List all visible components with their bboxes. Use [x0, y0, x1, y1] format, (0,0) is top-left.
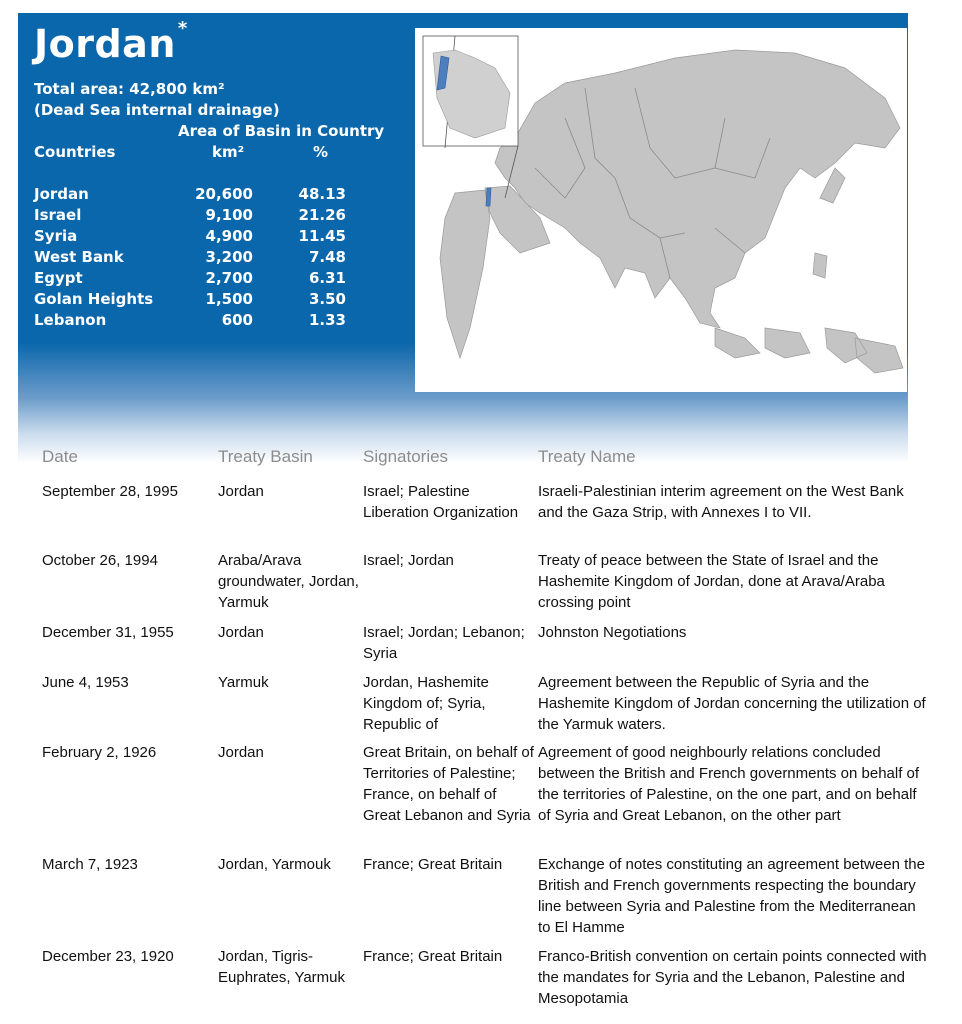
- treaty-basin: Yarmuk: [218, 674, 269, 691]
- treaty-date: March 7, 1923: [42, 856, 138, 873]
- stat-row: [0, 248, 400, 269]
- header-signatories: Signatories: [363, 447, 449, 466]
- treaty-name: Johnston Negotiations: [538, 624, 687, 641]
- stat-row: [0, 290, 400, 311]
- treaty-date: June 4, 1953: [42, 674, 129, 691]
- treaty-date: December 31, 1955: [42, 624, 174, 641]
- header-basin: Treaty Basin: [218, 447, 313, 466]
- stat-pct: 48.13: [298, 185, 346, 203]
- stat-km2: 2,700: [205, 269, 253, 287]
- stat-km2: 600: [221, 311, 253, 329]
- treaty-basin: Jordan: [218, 744, 264, 761]
- treaty-date: September 28, 1995: [42, 483, 178, 500]
- treaty-name: Israeli-Palestinian interim agreement on the West Bank and the Gaza Strip, with Annexes I to VII.: [538, 483, 904, 521]
- stat-km2: 20,600: [195, 185, 253, 203]
- treaty-signatories: France; Great Britain: [363, 856, 503, 873]
- header-treaty-name: Treaty Name: [538, 447, 636, 466]
- total-area: Total area: 42,800 km²: [34, 80, 225, 98]
- treaty-signatories: France; Great Britain: [363, 948, 503, 965]
- stat-km2: 4,900: [205, 227, 253, 245]
- jordan-basin-marker: [486, 188, 491, 206]
- stat-row: [0, 269, 400, 290]
- arabia-africa: [440, 186, 550, 358]
- asia-map-graphic: [415, 28, 907, 392]
- stat-km2: 1,500: [205, 290, 253, 308]
- stat-country: Egypt: [34, 269, 83, 287]
- stat-pct: 11.45: [298, 227, 346, 245]
- stat-pct: 1.33: [308, 311, 346, 329]
- treaty-basin: Jordan: [218, 483, 264, 500]
- treaty-signatories: Israel; Jordan: [363, 552, 454, 569]
- stat-country: Lebanon: [34, 311, 107, 329]
- page-title: Jordan *: [34, 18, 188, 66]
- stat-pct: 21.26: [298, 206, 346, 224]
- locator-map: [415, 28, 907, 392]
- treaty-table-header: [0, 447, 962, 471]
- col-countries: Countries: [34, 143, 116, 161]
- stat-country: Jordan: [34, 185, 89, 203]
- treaty-basin: Jordan: [218, 624, 264, 641]
- col-percent: %: [313, 143, 329, 161]
- treaty-date: December 23, 1920: [42, 948, 174, 965]
- treaty-signatories: Israel; Palestine Liberation Organization: [363, 483, 519, 521]
- stat-pct: 7.48: [308, 248, 346, 266]
- footnote-mark: *: [177, 18, 188, 39]
- treaty-name: Agreement between the Republic of Syria and the Hashemite Kingdom of Jordan concerning the utilization of the Yarmuk waters.: [538, 674, 926, 733]
- treaty-name: Exchange of notes constituting an agreement between the British and French governments respecting the boundary line between Syria and Palestine from the Mediterranean to El Hamme: [538, 856, 925, 936]
- treaty-basin: Araba/Arava groundwater, Jordan, Yarmuk: [218, 552, 359, 611]
- stat-km2: 9,100: [205, 206, 253, 224]
- treaty-date: October 26, 1994: [42, 552, 158, 569]
- treaty-basin: Jordan, Yarmouk: [218, 856, 331, 873]
- stat-country: Syria: [34, 227, 78, 245]
- stat-country: Israel: [34, 206, 82, 224]
- stat-row: [0, 185, 400, 206]
- stat-row: [0, 206, 400, 227]
- treaty-signatories: Jordan, Hashemite Kingdom of; Syria, Republic of: [363, 674, 489, 733]
- treaty-name: Franco-British convention on certain points connected with the mandates for Syria and the Lebanon, Palestine and Mesopotamia: [538, 948, 927, 1007]
- treaty-date: February 2, 1926: [42, 744, 157, 761]
- stat-row: [0, 227, 400, 248]
- treaty-signatories: Israel; Jordan; Lebanon; Syria: [363, 624, 525, 662]
- treaty-signatories: Great Britain, on behalf of Territories of Palestine; France, on behalf of Great Lebanon and Syria: [363, 744, 534, 824]
- basin-area-heading: Area of Basin in Country: [178, 122, 385, 140]
- stat-pct: 6.31: [308, 269, 346, 287]
- stat-pct: 3.50: [308, 290, 346, 308]
- header-date: Date: [42, 447, 78, 466]
- stat-country: West Bank: [34, 248, 124, 266]
- stat-km2: 3,200: [205, 248, 253, 266]
- stat-row: [0, 311, 400, 332]
- treaty-name: Treaty of peace between the State of Israel and the Hashemite Kingdom of Jordan, done at Arava/Araba crossing point: [538, 552, 885, 611]
- drainage-note: (Dead Sea internal drainage): [34, 101, 280, 119]
- treaty-basin: Jordan, Tigris-Euphrates, Yarmuk: [218, 948, 346, 986]
- col-km2: km²: [212, 143, 245, 161]
- treaty-name: Agreement of good neighbourly relations concluded between the British and French governments on behalf of the territories of Palestine, on the one part, and on behalf of Syria and Great Lebanon, on the other part: [538, 744, 920, 824]
- stat-country: Golan Heights: [34, 290, 154, 308]
